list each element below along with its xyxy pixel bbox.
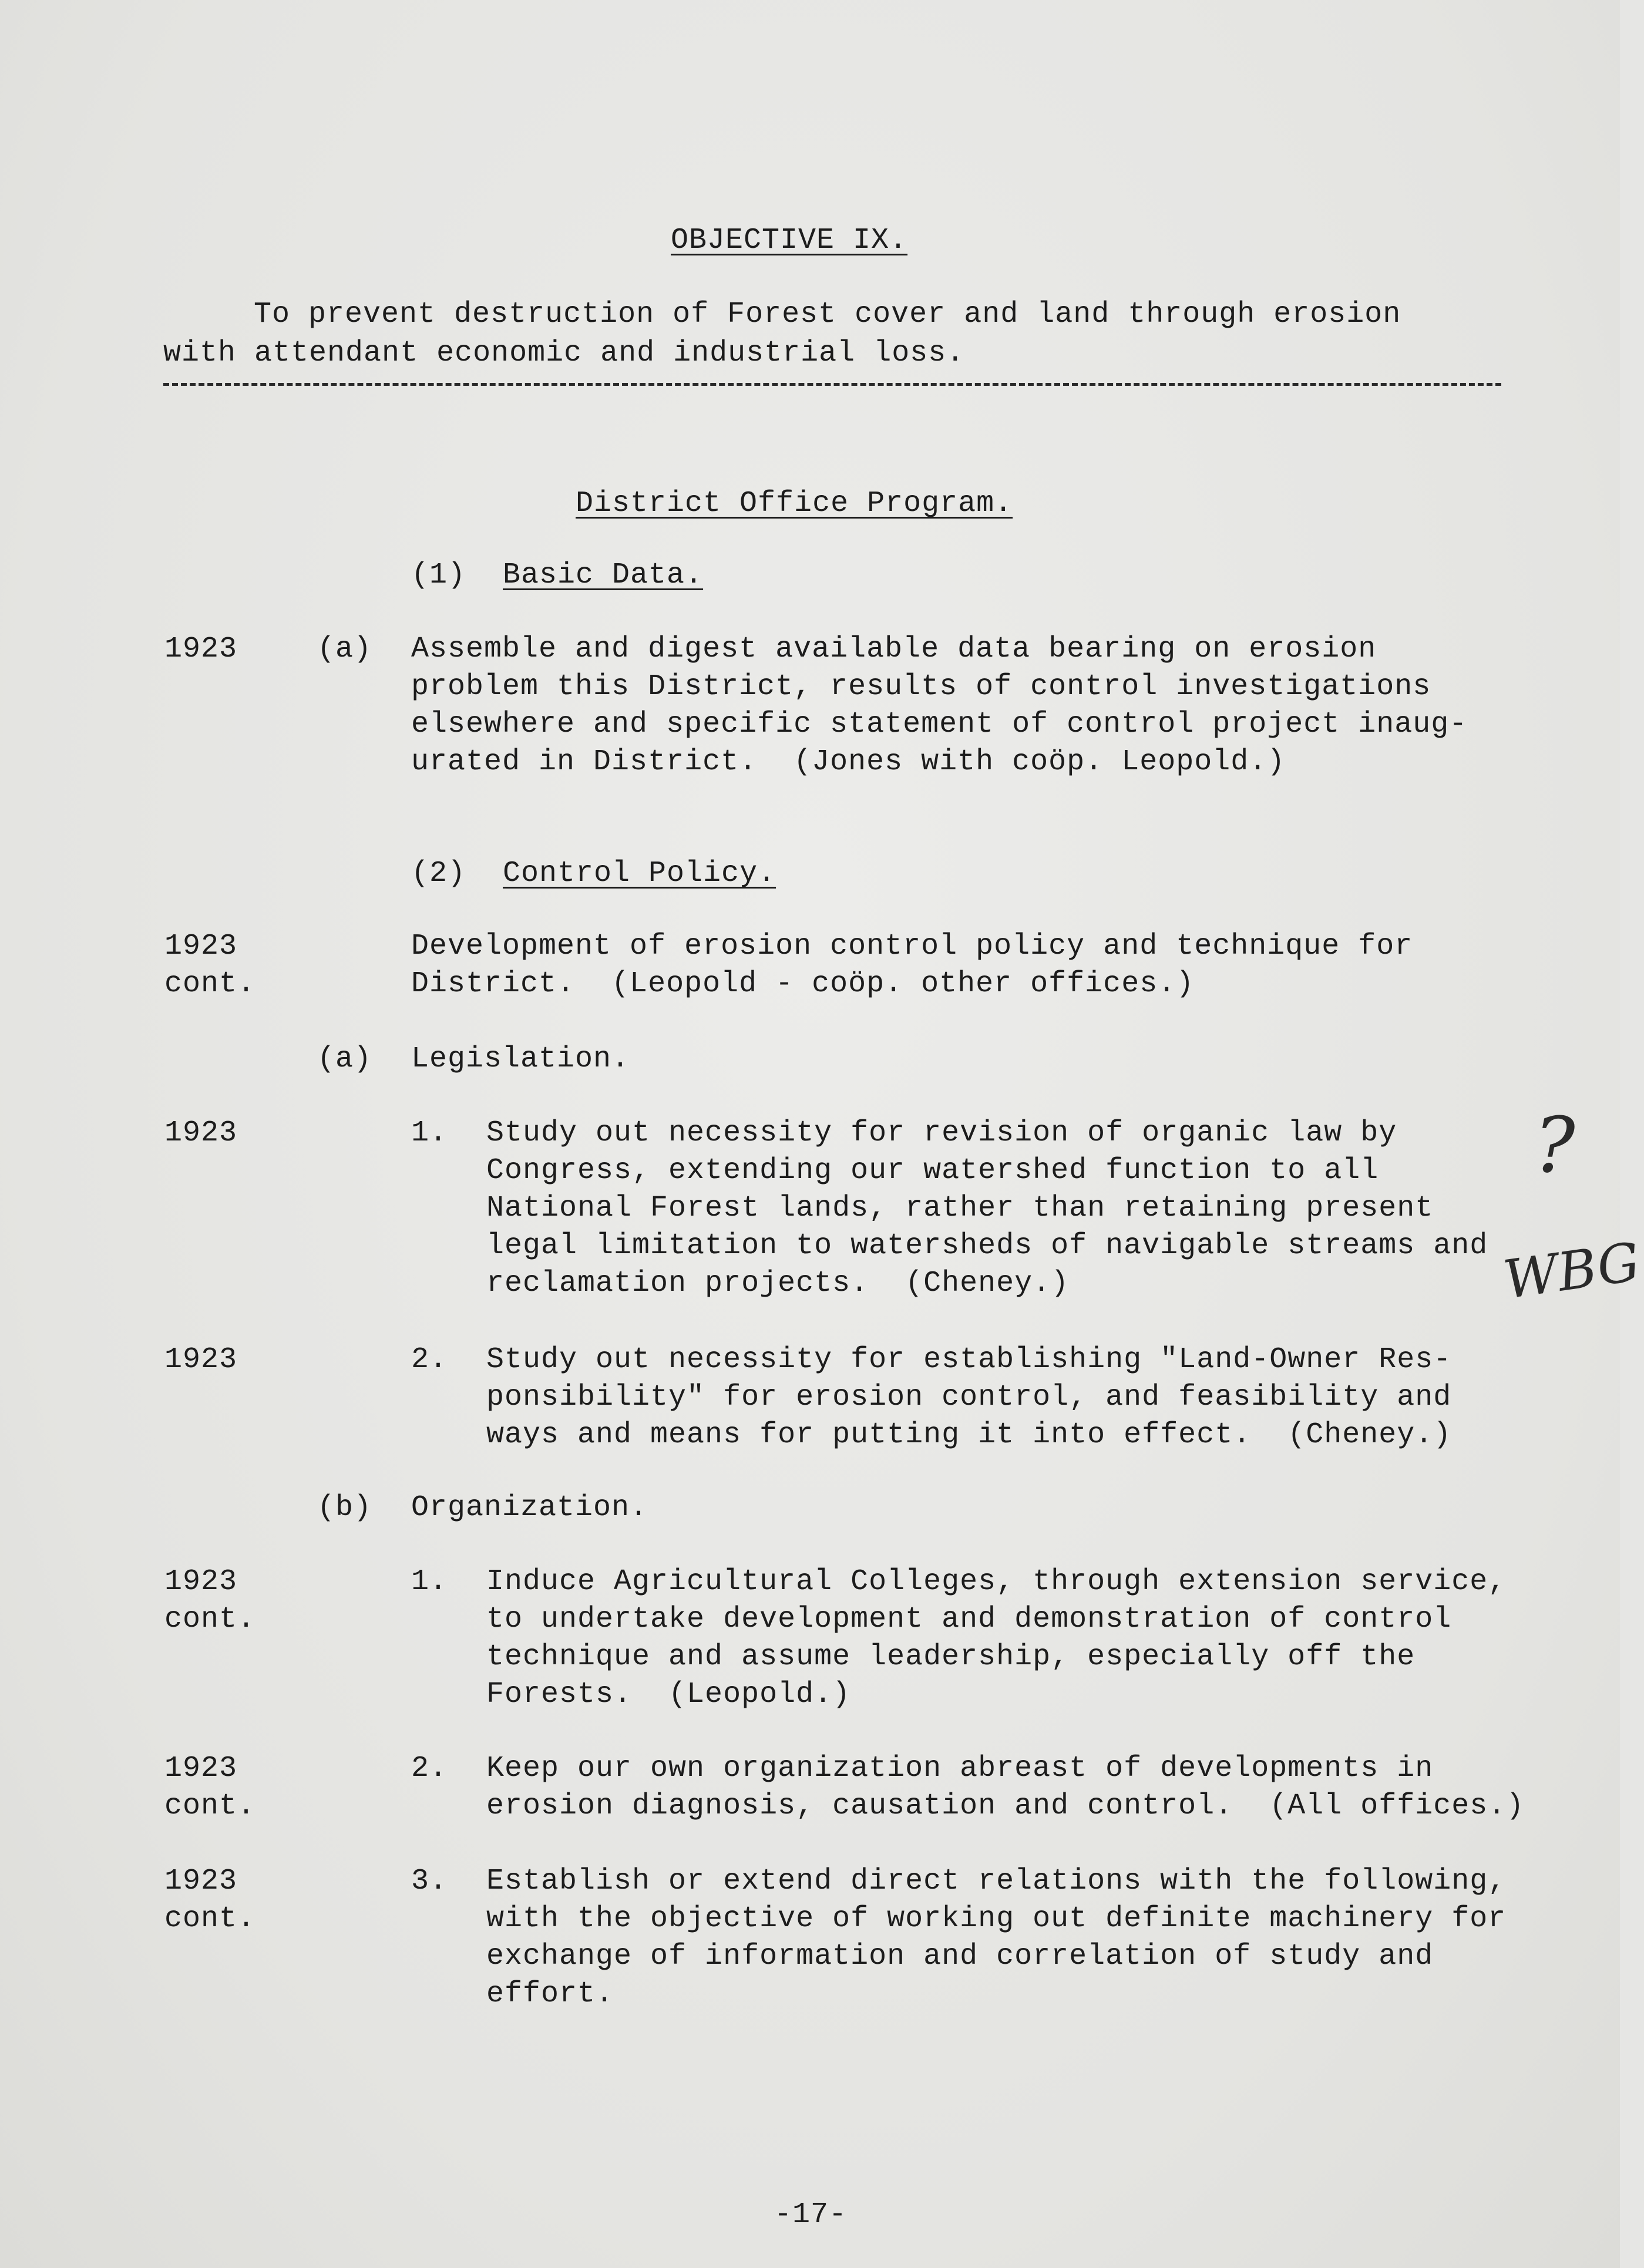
- org1-number: 1.: [411, 1565, 448, 1599]
- sub-b-label: (b): [317, 1491, 372, 1525]
- item-cp-line: District. (Leopold - coöp. other offices.): [411, 967, 1195, 1001]
- leg1-line: National Forest lands, rather than retaining present: [486, 1192, 1434, 1225]
- org1-line: to undertake development and demonstration of control: [486, 1603, 1452, 1636]
- item-a1-year: 1923: [164, 632, 238, 666]
- sub-a-title: Legislation.: [411, 1042, 630, 1076]
- sub-a-label: (a): [317, 1042, 372, 1076]
- objective-heading: OBJECTIVE IX.: [671, 224, 908, 257]
- leg1-line: legal limitation to watersheds of navigable streams and: [486, 1229, 1488, 1263]
- leg2-line: ponsibility" for erosion control, and feasibility and: [486, 1381, 1452, 1414]
- item-cp-cont: cont.: [164, 967, 256, 1001]
- org3-line: exchange of information and correlation of study and: [486, 1940, 1434, 1973]
- org2-number: 2.: [411, 1752, 448, 1785]
- leg2-line: ways and means for putting it into effect. (Cheney.): [486, 1418, 1452, 1452]
- item-a1-line: Assemble and digest available data bearing on erosion: [411, 632, 1377, 666]
- section-2-title: Control Policy.: [503, 857, 776, 890]
- section-1-title: Basic Data.: [503, 558, 704, 592]
- sub-b-title: Organization.: [411, 1491, 648, 1525]
- org1-line: Forests. (Leopold.): [486, 1678, 851, 1711]
- intro-line-1: To prevent destruction of Forest cover and land through erosion: [254, 298, 1401, 331]
- org2-line: erosion diagnosis, causation and control. (All offices.): [486, 1789, 1525, 1823]
- item-cp-year: 1923: [164, 930, 238, 963]
- item-cp-line: Development of erosion control policy and technique for: [411, 930, 1413, 963]
- org2-year: 1923: [164, 1752, 238, 1785]
- handwritten-initials: WBG: [1500, 1231, 1644, 1311]
- item-a1-line: elsewhere and specific statement of control project inaug-: [411, 708, 1468, 741]
- org3-line: Establish or extend direct relations with the following,: [486, 1865, 1507, 1898]
- item-a1-label: (a): [317, 632, 372, 666]
- leg1-year: 1923: [164, 1116, 238, 1150]
- org3-line: with the objective of working out definite machinery for: [486, 1902, 1507, 1936]
- org2-cont: cont.: [164, 1789, 256, 1823]
- org3-line: effort.: [486, 1977, 614, 2011]
- handwritten-question-mark: ?: [1534, 1101, 1575, 1190]
- leg1-line: Congress, extending our watershed function to all: [486, 1154, 1379, 1187]
- leg1-line: Study out necessity for revision of organic law by: [486, 1116, 1397, 1150]
- section-1-number: (1): [411, 558, 466, 592]
- item-a1-line: problem this District, results of control investigations: [411, 670, 1431, 704]
- org3-year: 1923: [164, 1865, 238, 1898]
- page-number: -17-: [774, 2198, 848, 2232]
- org3-number: 3.: [411, 1865, 448, 1898]
- leg1-line: reclamation projects. (Cheney.): [486, 1267, 1070, 1300]
- leg2-line: Study out necessity for establishing "Land-Owner Res-: [486, 1343, 1452, 1377]
- org1-line: Induce Agricultural Colleges, through extension service,: [486, 1565, 1507, 1599]
- leg2-year: 1923: [164, 1343, 238, 1377]
- org1-line: technique and assume leadership, especially off the: [486, 1640, 1416, 1674]
- org1-year: 1923: [164, 1565, 238, 1599]
- org2-line: Keep our own organization abreast of developments in: [486, 1752, 1434, 1785]
- leg1-number: 1.: [411, 1116, 448, 1150]
- dashed-rule: [163, 383, 1501, 386]
- leg2-number: 2.: [411, 1343, 448, 1377]
- program-title: District Office Program.: [576, 487, 1013, 520]
- item-a1-line: urated in District. (Jones with coöp. Leopold.): [411, 745, 1286, 779]
- org3-cont: cont.: [164, 1902, 256, 1936]
- section-2-number: (2): [411, 857, 466, 890]
- intro-line-2: with attendant economic and industrial loss.: [163, 337, 965, 370]
- org1-cont: cont.: [164, 1603, 256, 1636]
